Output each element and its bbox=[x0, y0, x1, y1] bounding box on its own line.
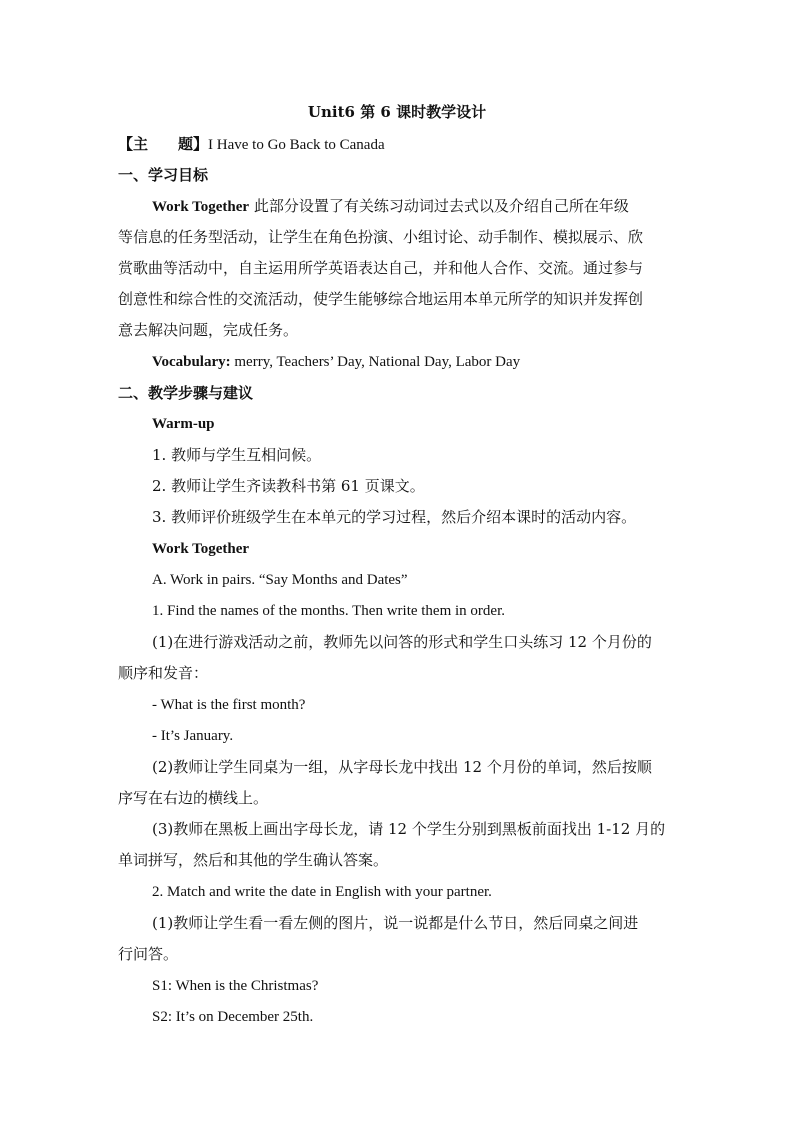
objective-para-line5: 意去解决问题，完成任务。 bbox=[118, 321, 299, 339]
objective-line1-text: 此部分设置了有关练习动词过去式以及介绍自己所在年级 bbox=[249, 197, 629, 215]
theme-label: 【主 题】 bbox=[118, 135, 209, 153]
warmup-item: 2. 教师让学生齐读教科书第 61 页课文。 bbox=[152, 477, 425, 495]
warmup-item: 3. 教师评价班级学生在本单元的学习过程，然后介绍本课时的活动内容。 bbox=[152, 508, 637, 526]
dialogue-s2: S2: It’s on December 25th. bbox=[152, 1009, 314, 1025]
objective-para-line3: 赏歌曲等活动中，自主运用所学英语表达自己，并和他人合作、交流。通过参与 bbox=[118, 259, 644, 277]
section1-heading: 一、学习目标 bbox=[118, 166, 209, 184]
theme-value: I Have to Go Back to Canada bbox=[208, 137, 385, 153]
step1-para2-line2: 序写在右边的横线上。 bbox=[118, 789, 269, 807]
objective-lead: Work Together bbox=[152, 199, 250, 215]
theme-line bbox=[118, 134, 385, 155]
objective-para-line2: 等信息的任务型活动，让学生在角色扮演、小组讨论、动手制作、模拟展示、欣 bbox=[118, 228, 644, 246]
step-2: 2. Match and write the date in English with your partner. bbox=[152, 884, 492, 900]
activity-a: A. Work in pairs. “Say Months and Dates” bbox=[152, 572, 408, 588]
section2-heading: 二、教学步骤与建议 bbox=[118, 384, 254, 402]
objective-para-line1 bbox=[152, 196, 629, 217]
step2-para1-line2: 行问答。 bbox=[118, 945, 179, 963]
dialogue-question: - What is the first month? bbox=[152, 697, 306, 713]
step1-para1-line1: (1)在进行游戏活动之前，教师先以问答的形式和学生口头练习 12 个月份的 bbox=[152, 633, 652, 651]
step-1: 1. Find the names of the months. Then write them in order. bbox=[152, 603, 505, 619]
step1-para3-line2: 单词拼写，然后和其他的学生确认答案。 bbox=[118, 851, 389, 869]
step1-para1-line2: 顺序和发音： bbox=[118, 664, 209, 682]
vocabulary-text: merry, Teachers’ Day, National Day, Labor Day bbox=[230, 354, 521, 370]
document-title: Unit6 第 6 课时教学设计 bbox=[307, 103, 487, 121]
objective-para-line4: 创意性和综合性的交流活动，使学生能够综合地运用本单元所学的知识并发挥创 bbox=[118, 290, 644, 308]
dialogue-s1: S1: When is the Christmas? bbox=[152, 978, 319, 994]
step1-para3-line1: (3)教师在黑板上画出字母长龙，请 12 个学生分别到黑板前面找出 1-12 月的 bbox=[152, 820, 666, 838]
step2-para1-line1: (1)教师让学生看一看左侧的图片，说一说都是什么节日，然后同桌之间进 bbox=[152, 914, 639, 932]
step1-para2-line1: (2)教师让学生同桌为一组，从字母长龙中找出 12 个月份的单词，然后按顺 bbox=[152, 758, 652, 776]
warmup-label: Warm-up bbox=[152, 416, 215, 432]
work-together-label: Work Together bbox=[152, 541, 250, 557]
vocabulary-label: Vocabulary: bbox=[152, 354, 231, 370]
warmup-item: 1. 教师与学生互相问候。 bbox=[152, 446, 322, 464]
dialogue-answer: - It’s January. bbox=[152, 728, 234, 744]
vocabulary-line bbox=[152, 352, 520, 372]
